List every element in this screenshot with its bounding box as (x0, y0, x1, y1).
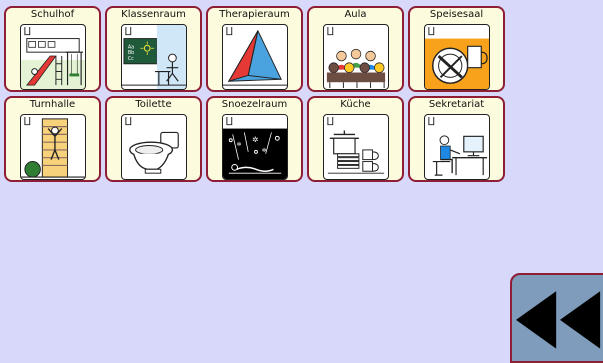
svg-text:✲: ✲ (236, 142, 242, 149)
kitchen-icon (323, 114, 389, 180)
tile-toilette[interactable] (105, 96, 202, 182)
therapy-room-icon (222, 24, 288, 90)
auditorium-icon (323, 24, 389, 90)
tile-kueche[interactable] (307, 96, 404, 182)
svg-text:Bb: Bb (127, 51, 135, 57)
tile-turnhalle[interactable] (4, 96, 101, 182)
tile-label: Turnhalle (29, 99, 76, 110)
snoezel-room-icon (222, 114, 288, 180)
dining-hall-icon (424, 24, 490, 90)
svg-text:Aa: Aa (127, 45, 135, 51)
toilet-icon (121, 114, 187, 180)
classroom-icon (121, 24, 187, 90)
tile-label: Aula (344, 9, 367, 20)
tile-klassenraum[interactable] (105, 6, 202, 92)
tile-label: Küche (340, 99, 371, 110)
back-button[interactable] (510, 273, 603, 363)
tile-label: Schulhof (30, 9, 75, 20)
svg-text:✲: ✲ (261, 147, 267, 154)
gym-icon (20, 114, 86, 180)
svg-text:✲: ✲ (252, 135, 259, 145)
tile-aula[interactable] (307, 6, 404, 92)
tile-label: Toilette (135, 99, 172, 110)
room-grid (4, 6, 505, 182)
svg-text:Cc: Cc (127, 56, 134, 62)
tile-label: Therapieraum (219, 9, 290, 20)
tile-schulhof[interactable] (4, 6, 101, 92)
tile-sekretariat[interactable] (408, 96, 505, 182)
tile-speisesaal[interactable] (408, 6, 505, 92)
tile-label: Snoezelraum (221, 99, 288, 110)
schoolyard-icon (20, 24, 86, 90)
tile-label: Speisesaal (429, 9, 484, 20)
tile-therapieraum[interactable] (206, 6, 303, 92)
tile-label: Sekretariat (428, 99, 485, 110)
double-chevron-left-icon (512, 275, 603, 361)
tile-snoezelraum[interactable] (206, 96, 303, 182)
tile-label: Klassenraum (121, 9, 186, 20)
office-icon (424, 114, 490, 180)
